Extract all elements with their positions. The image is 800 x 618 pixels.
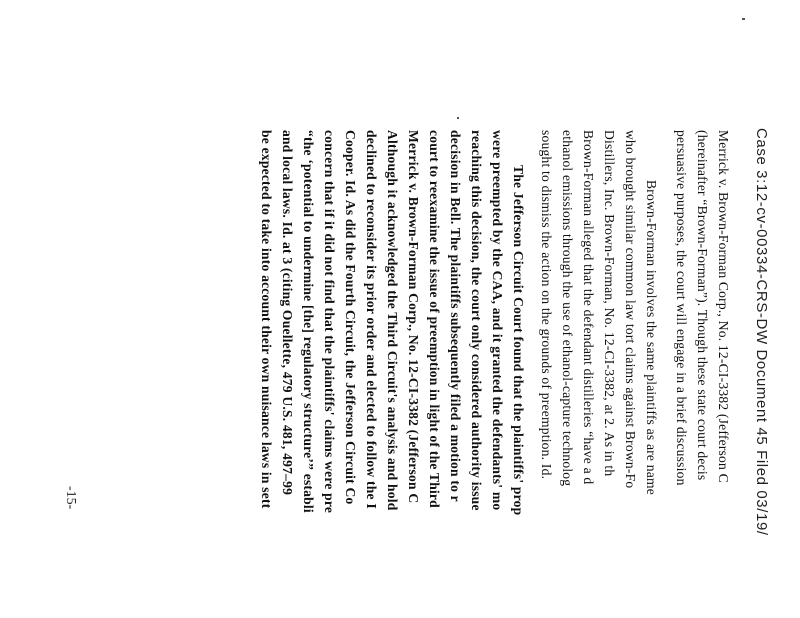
text-line: Brown-Forman involves the same plaintiffs as are name — [644, 180, 659, 495]
text-line: ethanol emissions through the use of ethanol-capture technolog — [560, 130, 575, 487]
text-line: be expected to take into account their own nuisance laws in sett — [259, 130, 274, 509]
text-line: concern that if it did not find that the plaintiffs' claims were pre — [322, 130, 337, 514]
scan-speck — [742, 18, 745, 20]
text-line: declined to reconsider its prior order and elected to follow the I — [364, 130, 379, 509]
text-line: Distillers, Inc. Brown-Forman, No. 12-CI-3382, at 2. As in th — [602, 130, 617, 477]
text-line: and local laws. Id. at 3 (citing Ouellette, 479 U.S. 481, 497–99 — [280, 130, 295, 496]
text-line: Merrick v. Brown-Forman Corp., No. 12-CI-3382 (Jefferson C — [716, 130, 731, 483]
text-line: Although it acknowledged the Third Circuit's analysis and hold — [385, 130, 400, 511]
scan-speck — [457, 117, 459, 119]
text-line: Cooper. Id. As did the Fourth Circuit, the Jefferson Circuit Co — [343, 130, 358, 505]
text-line: court to reexamine the issue of preemption in light of the Third — [427, 130, 442, 508]
case-header: Case 3:12-cv-00334-CRS-DW Document 45 Filed 03/19/ — [753, 128, 770, 536]
text-line: sought to dismiss the action on the grounds of preemption. Id. — [539, 130, 554, 480]
text-line: “the ‘potential to undermine [the] regulatory structure’” establi — [301, 130, 316, 513]
text-line: Merrick v. Brown-Forman Corp., No. 12-CI-3382 (Jefferson C — [406, 130, 421, 504]
text-line: were preempted by the CAA, and it granted the defendants' mo — [490, 130, 505, 511]
text-line: The Jefferson Circuit Court found that the plaintiffs' prop — [511, 165, 526, 516]
text-line: reaching this decision, the court only considered authority issue — [469, 130, 484, 511]
text-line: (hereinafter “Brown-Forman”). Though these state court decis — [695, 130, 710, 481]
text-line: decision in Bell. The plaintiffs subsequently filed a motion to r — [448, 130, 463, 502]
text-line: persuasive purposes, the court will engage in a brief discussion — [674, 130, 689, 486]
text-line: who brought similar common law tort claims against Brown-Fo — [623, 130, 638, 489]
text-line: Brown-Forman alleged that the defendant distilleries “have a d — [581, 130, 596, 485]
page-number: -15- — [63, 486, 78, 510]
